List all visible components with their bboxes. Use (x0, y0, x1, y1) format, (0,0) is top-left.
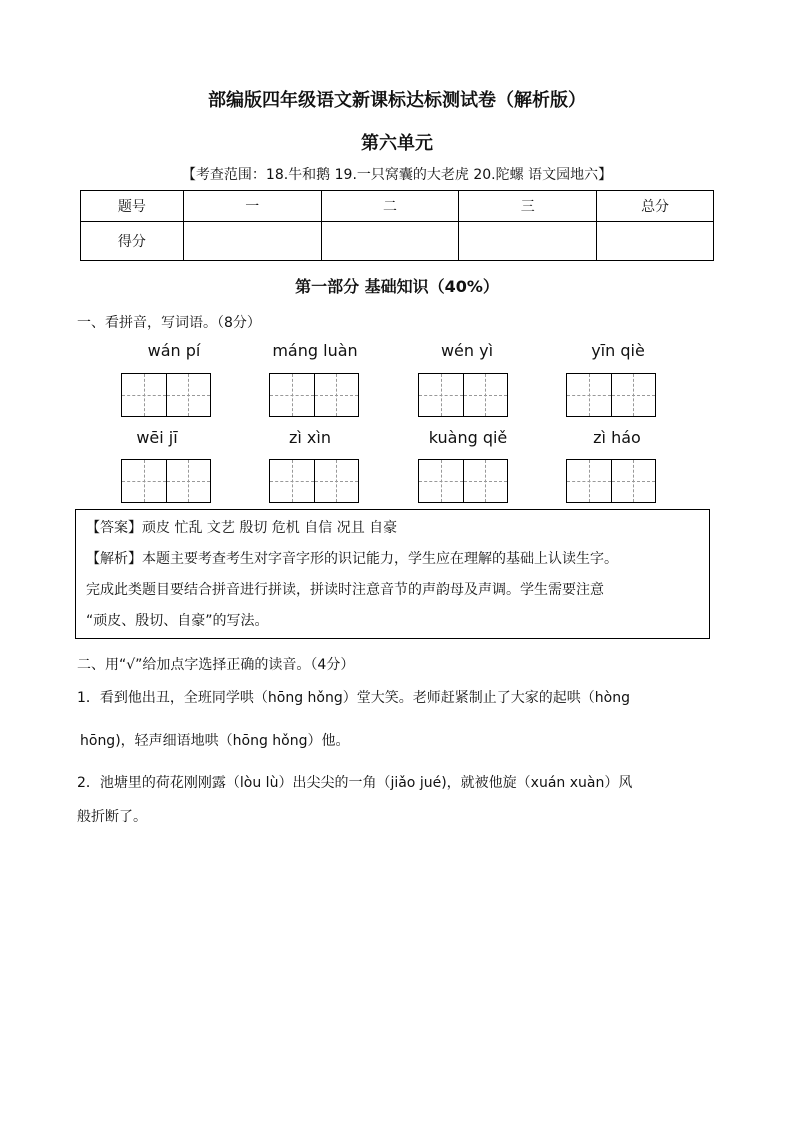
writing-cell[interactable] (270, 460, 314, 502)
writing-cell[interactable] (314, 460, 359, 502)
writing-cell[interactable] (567, 460, 611, 502)
writing-grid[interactable] (418, 373, 508, 417)
writing-cell[interactable] (611, 460, 656, 502)
writing-grid[interactable] (121, 373, 211, 417)
writing-grid[interactable] (121, 459, 211, 503)
writing-cell[interactable] (419, 374, 463, 416)
writing-cell[interactable] (567, 374, 611, 416)
answer-analysis-box (75, 509, 710, 639)
pinyin-label: wén yì (440, 341, 494, 360)
writing-cell[interactable] (463, 460, 508, 502)
pinyin-label: zì xìn (289, 428, 331, 447)
writing-grid[interactable] (269, 373, 359, 417)
analysis-line: “顽皮、殷切、自豪”的写法。 (86, 613, 269, 629)
exam-scope: 【考查范围：18.牛和鹅 19.一只窝囊的大老虎 20.陀螺 语文园地六】 (181, 167, 613, 183)
writing-cell[interactable] (122, 460, 166, 502)
analysis-line: 【解析】本题主要考查考生对字音字形的识记能力，学生应在理解的基础上认读生字。 (86, 551, 618, 567)
writing-cell[interactable] (314, 374, 359, 416)
part-heading: 第一部分 基础知识（40%） (295, 277, 499, 296)
score-header-cell: 总分 (597, 191, 714, 222)
score-blank-cell[interactable] (459, 222, 597, 261)
analysis-line: 完成此类题目要结合拼音进行拼读，拼读时注意音节的声韵母及声调。学生需要注意 (86, 582, 604, 598)
score-blank-cell[interactable] (321, 222, 459, 261)
writing-cell[interactable] (463, 374, 508, 416)
score-header-cell: 三 (459, 191, 597, 222)
writing-cell[interactable] (122, 374, 166, 416)
pinyin-label: wán pí (147, 341, 201, 360)
pinyin-label: zì háo (593, 428, 641, 447)
question-2-item-2-line-2: 般折断了。 (77, 809, 147, 825)
writing-grid[interactable] (418, 459, 508, 503)
score-blank-cell[interactable] (597, 222, 714, 261)
document-subtitle: 第六单元 (361, 133, 433, 154)
question-1-title: 一、看拼音，写词语。（8分） (77, 315, 261, 331)
document-title: 部编版四年级语文新课标达标测试卷（解析版） (208, 90, 586, 111)
question-2-item-2-line-1: 2．池塘里的荷花刚刚露（lòu lù）出尖尖的一角（jiǎo jué)，就被他旋（xuán xuàn）风 (77, 775, 633, 791)
writing-cell[interactable] (611, 374, 656, 416)
score-table-header-row (81, 191, 714, 222)
score-header-cell: 题号 (81, 191, 184, 222)
writing-grid[interactable] (269, 459, 359, 503)
pinyin-label: wēi jī (136, 428, 178, 447)
writing-grid[interactable] (566, 373, 656, 417)
question-2-title: 二、用“√”给加点字选择正确的读音。（4分） (77, 657, 355, 673)
pinyin-label: kuàng qiě (428, 428, 508, 447)
writing-cell[interactable] (166, 460, 211, 502)
question-2-item-1-line-1: 1．看到他出丑，全班同学哄（hōng hǒng）堂大笑。老师赶紧制止了大家的起哄（hòng (77, 690, 630, 706)
writing-cell[interactable] (166, 374, 211, 416)
writing-cell[interactable] (270, 374, 314, 416)
writing-grid[interactable] (566, 459, 656, 503)
question-2-item-1-line-2: hōng)，轻声细语地哄（hōng hǒng）他。 (80, 733, 350, 749)
score-table (80, 190, 714, 261)
score-row-label: 得分 (81, 222, 184, 261)
answer-line: 【答案】顽皮 忙乱 文艺 殷切 危机 自信 况且 自豪 (86, 520, 398, 536)
score-table-score-row (81, 222, 714, 261)
score-header-cell: 二 (321, 191, 459, 222)
writing-cell[interactable] (419, 460, 463, 502)
pinyin-label: máng luàn (272, 341, 358, 360)
score-blank-cell[interactable] (183, 222, 321, 261)
pinyin-label: yīn qiè (591, 341, 645, 360)
score-header-cell: 一 (183, 191, 321, 222)
